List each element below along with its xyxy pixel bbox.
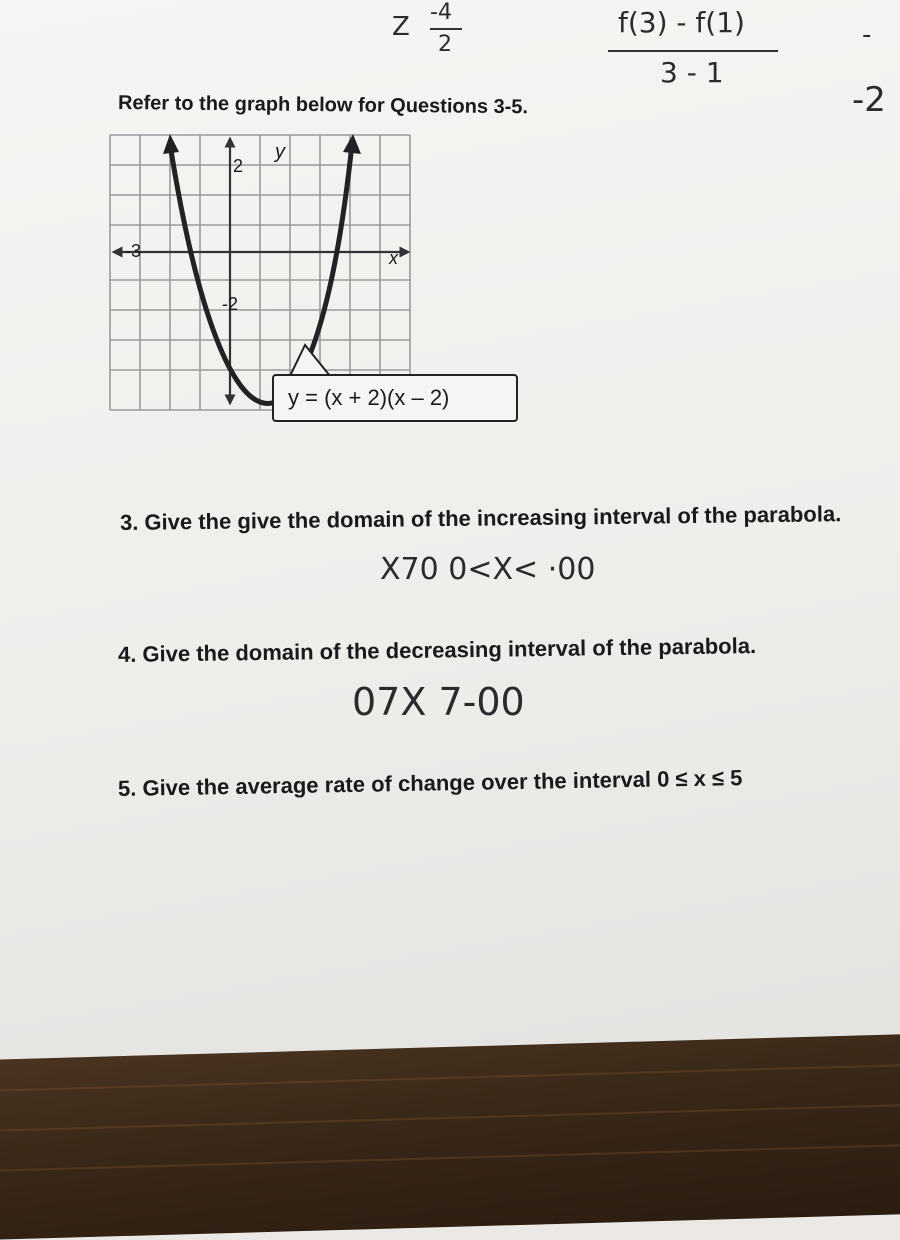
question-3-text: 3. Give the give the domain of the increasing interval of the parabola.: [119, 501, 842, 535]
question-4-text: 4. Give the domain of the decreasing interval of the parabola.: [117, 633, 757, 667]
handwritten-neg-two: -2: [852, 80, 886, 120]
handwritten-rate-numerator: f(3) - f(1): [618, 6, 745, 39]
answer-3-handwritten: X70 0<X< ·00: [380, 552, 596, 587]
answer-4-handwritten: 07X 7-00: [352, 680, 525, 724]
tick-label-x-neg3: -3: [125, 241, 142, 261]
handwritten-dash: -: [862, 20, 872, 50]
tick-label-y-neg2: -2: [222, 294, 239, 314]
handwritten-fraction-bar: [430, 28, 462, 30]
handwritten-rate-denominator: 3 - 1: [660, 56, 724, 89]
handwritten-fraction-numerator: -4: [430, 0, 452, 25]
handwritten-z: Z: [392, 12, 410, 42]
graph-grid: [110, 135, 410, 410]
tick-label-y-2: 2: [233, 156, 244, 176]
curve-arrow-left: [163, 134, 179, 154]
curve-arrow-right: [343, 134, 361, 154]
handwritten-rate-fraction-bar: [608, 50, 778, 52]
handwritten-fraction-denominator: 2: [438, 32, 452, 57]
instructions-text: Refer to the graph below for Questions 3-5.: [117, 92, 529, 119]
parabola-curve: [170, 144, 352, 404]
x-axis-label: x: [389, 248, 398, 268]
question-5-text: 5. Give the average rate of change over the interval 0 ≤ x ≤ 5: [117, 765, 743, 801]
equation-text: y = (x + 2)(x – 2): [288, 385, 450, 410]
y-axis-label: y: [275, 141, 285, 163]
wooden-table: [0, 1033, 900, 1240]
equation-box: [272, 374, 518, 422]
equation-pointer: [290, 345, 330, 376]
